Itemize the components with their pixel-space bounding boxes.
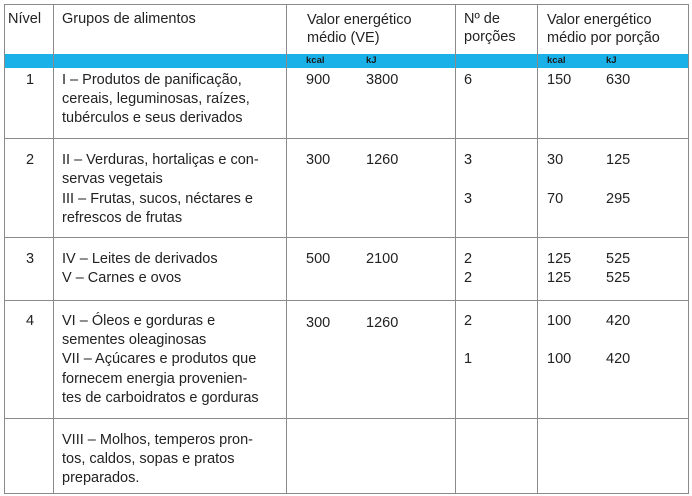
row-4-group-line: VI – Óleos e gorduras e xyxy=(62,313,216,329)
row-4-porcoes: 2 xyxy=(464,313,473,329)
row-2-group-line: III – Frutas, sucos, néctares e xyxy=(62,191,253,207)
row-1-group-line: I – Produtos de panificação, xyxy=(62,72,242,88)
unit-vep-kj: kJ xyxy=(606,55,617,66)
row-2-porcoes: 3 xyxy=(464,152,473,168)
row-4-group-line: sementes oleaginosas xyxy=(62,332,207,348)
table-border-right xyxy=(688,4,689,494)
unit-vep-kcal: kcal xyxy=(547,55,566,66)
header-grupos: Grupos de alimentos xyxy=(62,11,196,27)
table-border-top xyxy=(4,4,689,5)
header-ve-line1: Valor energético xyxy=(307,12,412,28)
row-4-vep-kj: 420 xyxy=(606,351,631,367)
header-ve-line2: médio (VE) xyxy=(307,30,380,46)
row-5-group-line: VIII – Molhos, temperos pron- xyxy=(62,432,253,448)
row-2-vep-kcal: 30 xyxy=(547,152,564,168)
row-2-group-line: servas vegetais xyxy=(62,171,163,187)
row-3-nivel: 3 xyxy=(26,251,35,267)
row-4-nivel: 4 xyxy=(26,313,35,329)
unit-ve-kcal: kcal xyxy=(306,55,325,66)
row-1-vep-kj: 630 xyxy=(606,72,631,88)
row-4-vep-kcal: 100 xyxy=(547,313,572,329)
food-groups-table xyxy=(4,4,689,494)
row-3-vep-kcal: 125 xyxy=(547,270,572,286)
row-4-group-line: fornecem energia provenien- xyxy=(62,371,248,387)
row-1-group-line: tubérculos e seus derivados xyxy=(62,110,243,126)
table-border-bottom xyxy=(4,493,689,494)
row-5-group-line: tos, caldos, sopas e pratos xyxy=(62,451,235,467)
row-1-ve-kj: 3800 xyxy=(366,72,399,88)
row-divider xyxy=(4,237,689,238)
row-divider xyxy=(4,300,689,301)
row-3-group-line: IV – Leites de derivados xyxy=(62,251,218,267)
row-1-nivel: 1 xyxy=(26,72,35,88)
row-2-group-line: II – Verduras, hortaliças e con- xyxy=(62,152,259,168)
row-1-ve-kcal: 900 xyxy=(306,72,331,88)
row-1-group-line: cereais, leguminosas, raízes, xyxy=(62,91,250,107)
column-divider xyxy=(286,4,287,494)
row-3-vep-kcal: 125 xyxy=(547,251,572,267)
row-1-vep-kcal: 150 xyxy=(547,72,572,88)
row-2-porcoes: 3 xyxy=(464,191,473,207)
row-2-ve-kcal: 300 xyxy=(306,152,331,168)
row-3-ve-kcal: 500 xyxy=(306,251,331,267)
header-vep-line2: médio por porção xyxy=(547,30,660,46)
table-border-left xyxy=(4,4,5,494)
row-4-group-line: VII – Açúcares e produtos que xyxy=(62,351,257,367)
row-2-nivel: 2 xyxy=(26,152,35,168)
row-3-group-line: V – Carnes e ovos xyxy=(62,270,182,286)
row-4-ve-kcal: 300 xyxy=(306,315,331,331)
row-divider xyxy=(4,138,689,139)
header-porcoes-line2: porções xyxy=(464,29,516,45)
column-divider xyxy=(53,4,54,494)
row-5-group-line: preparados. xyxy=(62,470,140,486)
header-porcoes-line1: Nº de xyxy=(464,11,500,27)
row-2-vep-kj: 295 xyxy=(606,191,631,207)
row-2-group-line: refrescos de frutas xyxy=(62,210,183,226)
row-4-porcoes: 1 xyxy=(464,351,473,367)
header-vep-line1: Valor energético xyxy=(547,12,652,28)
row-4-ve-kj: 1260 xyxy=(366,315,399,331)
header-nivel: Nível xyxy=(8,11,42,27)
row-2-ve-kj: 1260 xyxy=(366,152,399,168)
column-divider xyxy=(537,4,538,494)
row-1-porcoes: 6 xyxy=(464,72,473,88)
row-3-vep-kj: 525 xyxy=(606,251,631,267)
row-4-vep-kcal: 100 xyxy=(547,351,572,367)
row-2-vep-kcal: 70 xyxy=(547,191,564,207)
column-divider xyxy=(455,4,456,494)
row-4-group-line: tes de carboidratos e gorduras xyxy=(62,390,259,406)
row-4-vep-kj: 420 xyxy=(606,313,631,329)
row-3-vep-kj: 525 xyxy=(606,270,631,286)
row-2-vep-kj: 125 xyxy=(606,152,631,168)
row-3-ve-kj: 2100 xyxy=(366,251,399,267)
row-divider xyxy=(4,418,689,419)
row-3-porcoes: 2 xyxy=(464,251,473,267)
row-3-porcoes: 2 xyxy=(464,270,473,286)
header-color-band xyxy=(4,54,689,68)
unit-ve-kj: kJ xyxy=(366,55,377,66)
